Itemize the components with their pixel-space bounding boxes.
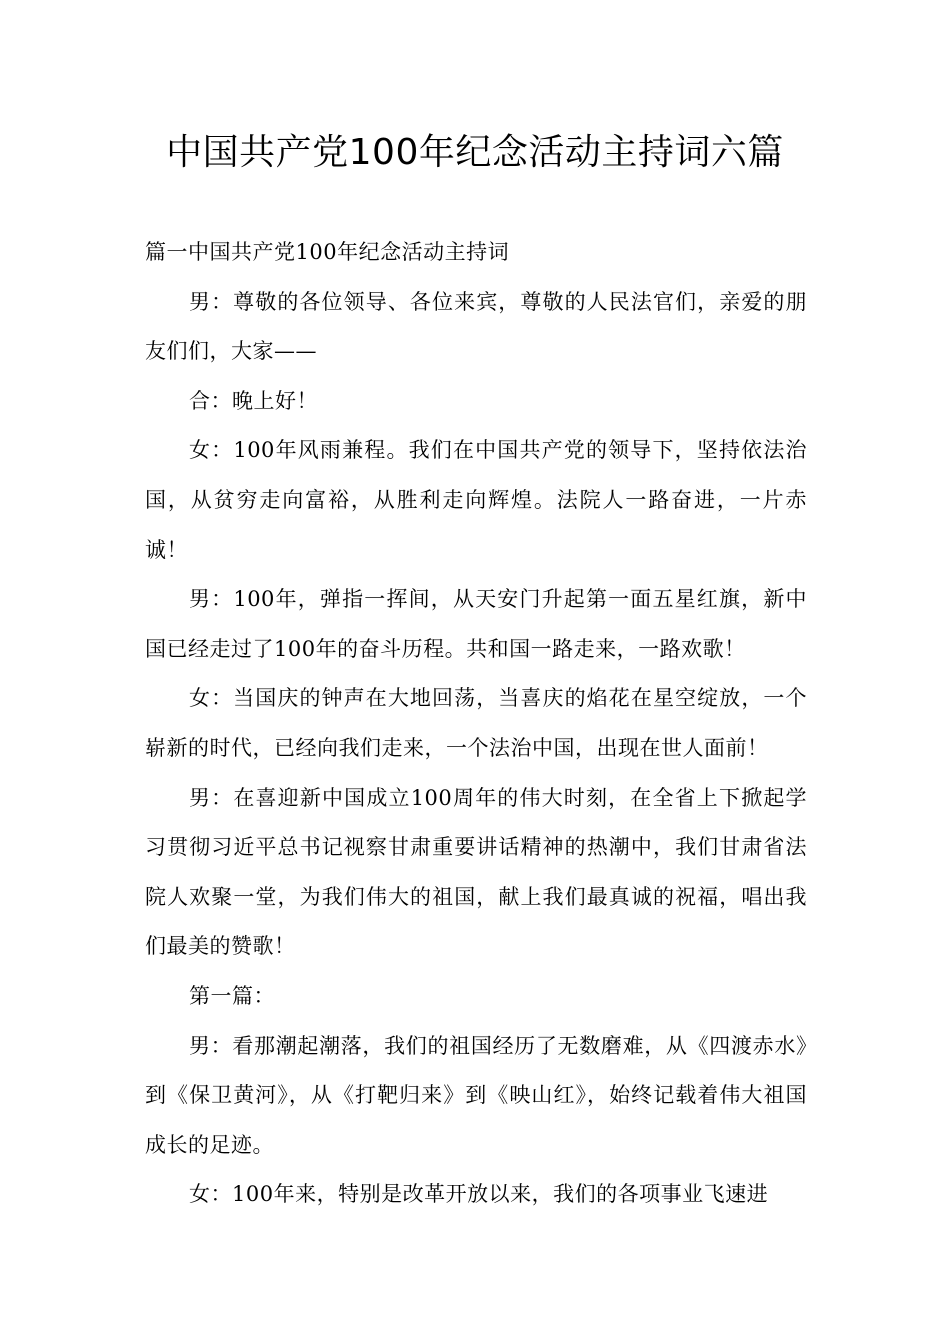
document-title: 中国共产党100年纪念活动主持词六篇 bbox=[166, 132, 784, 173]
paragraph: 女：当国庆的钟声在大地回荡，当喜庆的焰花在星空绽放，一个崭新的时代，已经向我们走来，一个法治中国，出现在世人面前！ bbox=[145, 686, 807, 760]
section-heading: 篇一中国共产党100年纪念活动主持词 bbox=[145, 240, 510, 264]
paragraph: 男：100年，弹指一挥间，从天安门升起第一面五星红旗，新中国已经走过了100年的奋斗历程。共和国一路走来，一路欢歌！ bbox=[145, 587, 807, 661]
paragraph: 女：100年风雨兼程。我们在中国共产党的领导下，坚持依法治国，从贫穷走向富裕，从胜利走向辉煌。法院人一路奋进，一片赤诚！ bbox=[145, 438, 807, 562]
paragraph: 男：看那潮起潮落，我们的祖国经历了无数磨难，从《四渡赤水》到《保卫黄河》，从《打靶归来》到《映山红》，始终记载着伟大祖国成长的足迹。 bbox=[145, 1033, 807, 1157]
paragraph: 第一篇： bbox=[189, 983, 275, 1008]
paragraph: 男：在喜迎新中国成立100周年的伟大时刻，在全省上下掀起学习贯彻习近平总书记视察甘肃重要讲话精神的热潮中，我们甘肃省法院人欢聚一堂，为我们伟大的祖国，献上我们最真诚的祝福，唱出我们最美的赞歌！ bbox=[145, 785, 807, 959]
paragraph: 男：尊敬的各位领导、各位来宾，尊敬的人民法官们，亲爱的朋友们们，大家—— bbox=[145, 289, 807, 364]
paragraph: 女：100年来，特别是改革开放以来，我们的各项事业飞速进 bbox=[189, 1182, 769, 1207]
paragraph: 合：晚上好！ bbox=[189, 388, 318, 413]
document-body bbox=[145, 228, 807, 1220]
